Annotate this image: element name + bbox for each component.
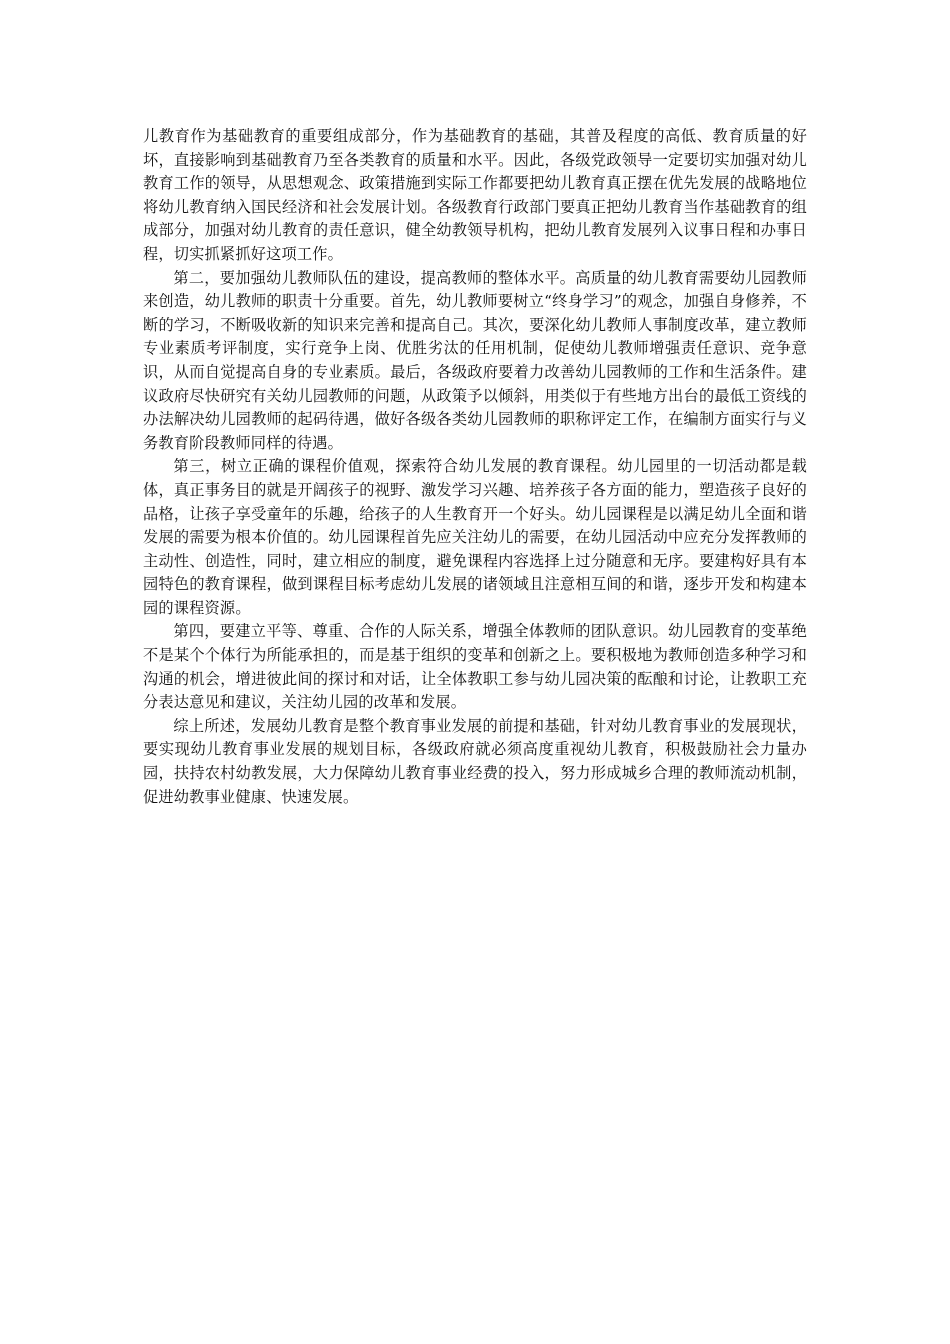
paragraph-second-point: 第二，要加强幼儿教师队伍的建设，提高教师的整体水平。高质量的幼儿教育需要幼儿园教师来创造，幼儿教师的职责十分重要。首先，幼儿教师要树立“终身学习”的观念，加强自身修养，不断的学习，不断吸收新的知识来完善和提高自己。其次，要深化幼儿教师人事制度改革，建立教师专业素质考评制度，实行竞争上岗、优胜劣汰的任用机制，促使幼儿教师增强责任意识、竞争意识，从而自觉提高自身的专业素质。最后，各级政府要着力改善幼儿园教师的工作和生活条件。建议政府尽快研究有关幼儿园教师的问题，从政策予以倾斜，用类似于有些地方出台的最低工资线的办法解决幼儿园教师的起码待遇，做好各级各类幼儿园教师的职称评定工作，在编制方面实行与义务教育阶段教师同样的待遇。 (143, 268, 807, 452)
paragraph-conclusion: 综上所述，发展幼儿教育是整个教育事业发展的前提和基础，针对幼儿教育事业的发展现状，要实现幼儿教育事业发展的规划目标，各级政府就必须高度重视幼儿教育，积极鼓励社会力量办园，扶持农村幼教发展，大力保障幼儿教育事业经费的投入，努力形成城乡合理的教师流动机制，促进幼教事业健康、快速发展。 (143, 716, 807, 806)
paragraph-fourth-point: 第四，要建立平等、尊重、合作的人际关系，增强全体教师的团队意识。幼儿园教育的变革绝不是某个个体行为所能承担的，而是基于组织的变革和创新之上。要积极地为教师创造多种学习和沟通的机会，增进彼此间的探讨和对话，让全体教职工参与幼儿园决策的酝酿和讨论，让教职工充分表达意见和建议，关注幼儿园的改革和发展。 (143, 622, 807, 712)
paragraph-third-point: 第三，树立正确的课程价值观，探索符合幼儿发展的教育课程。幼儿园里的一切活动都是载体，真正事务目的就是开阔孩子的视野、激发学习兴趣、培养孩子各方面的能力，塑造孩子良好的品格，让孩子享受童年的乐趣，给孩子的人生教育开一个好头。幼儿园课程是以满足幼儿全面和谐发展的需要为根本价值的。幼儿园课程首先应关注幼儿的需要，在幼儿园活动中应充分发挥教师的主动性、创造性，同时，建立相应的制度，避免课程内容选择上过分随意和无序。要建构好具有本园特色的教育课程，做到课程目标考虑幼儿发展的诸领域且注意相互间的和谐，逐步开发和构建本园的课程资源。 (143, 457, 807, 617)
paragraph-continuation: 儿教育作为基础教育的重要组成部分，作为基础教育的基础，其普及程度的高低、教育质量的好坏，直接影响到基础教育乃至各类教育的质量和水平。因此，各级党政领导一定要切实加强对幼儿教育工作的领导，从思想观念、政策措施到实际工作都要把幼儿教育真正摆在优先发展的战略地位将幼儿教育纳入国民经济和社会发展计划。各级教育行政部门要真正把幼儿教育当作基础教育的组成部分，加强对幼儿教育的责任意识，健全幼教领导机构，把幼儿教育发展列入议事日程和办事日程，切实抓紧抓好这项工作。 (143, 127, 807, 263)
document-body (143, 125, 807, 809)
